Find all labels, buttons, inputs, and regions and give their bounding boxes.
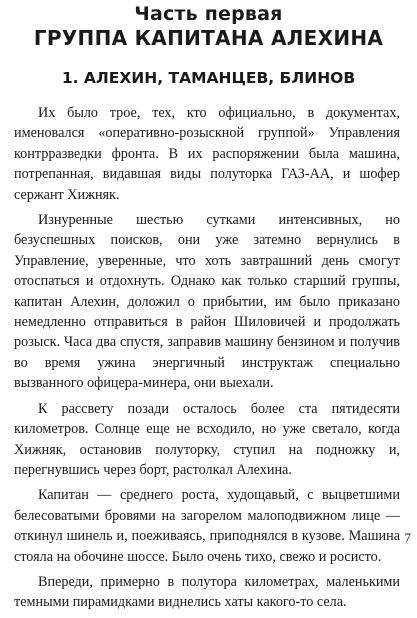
paragraph: Впереди, примерно в полутора километрах, маленькими темными пирамидками виднелись хаты какого-то села. — [14, 573, 400, 611]
part-title: Часть первая — [134, 3, 283, 25]
paragraph: Изнуренные шестью сутками интенсивных, но безуспешных поисков, они уже затемно вернулись в Управление, уверенные, что хоть завтрашний день смогут отоспаться и отдохнуть. Однако как только старший группы, капитан Алехин, доложил о прибытии, им было приказано немедленно отправиться в район Шиловичей и продолжать розыск. Часа два спустя, заправив машину бензином и получив во время ужина энергичный инструктаж специально вызванного офицера-минера, они выехали. — [14, 212, 400, 392]
page-number: 7 — [404, 530, 411, 545]
paragraph: Капитан — среднего роста, худощавый, с выцветшими белесоватыми бровями на загорелом малоподвижном лице — откинул шинель и, поеживаясь, приподнялся в кузове. Машина стояла на обочине шоссе. Было очень тихо, свежо и росисто. — [14, 487, 400, 565]
paragraph: К рассвету позади осталось более ста пятидесяти километров. Солнце еще не всходило, но уже светало, когда Хижняк, остановив полуторку, ступил на подножку и, перегнувшись через борт, растолкал Алехина. — [14, 400, 400, 478]
group-title: ГРУППА КАПИТАНА АЛЕХИНА — [33, 26, 384, 50]
paragraph: Их было трое, тех, кто официально, в документах, именовался «оперативно-розыскной группой» Управления контрразведки фронта. В их распоряжении была машина, потрепанная, видавшая виды полуторка ГАЗ-АА, и шофер сержант Хижняк. — [14, 105, 400, 203]
body-text — [14, 103, 400, 618]
chapter-title: 1. АЛЕХИН, ТАМАНЦЕВ, БЛИНОВ — [61, 69, 356, 87]
